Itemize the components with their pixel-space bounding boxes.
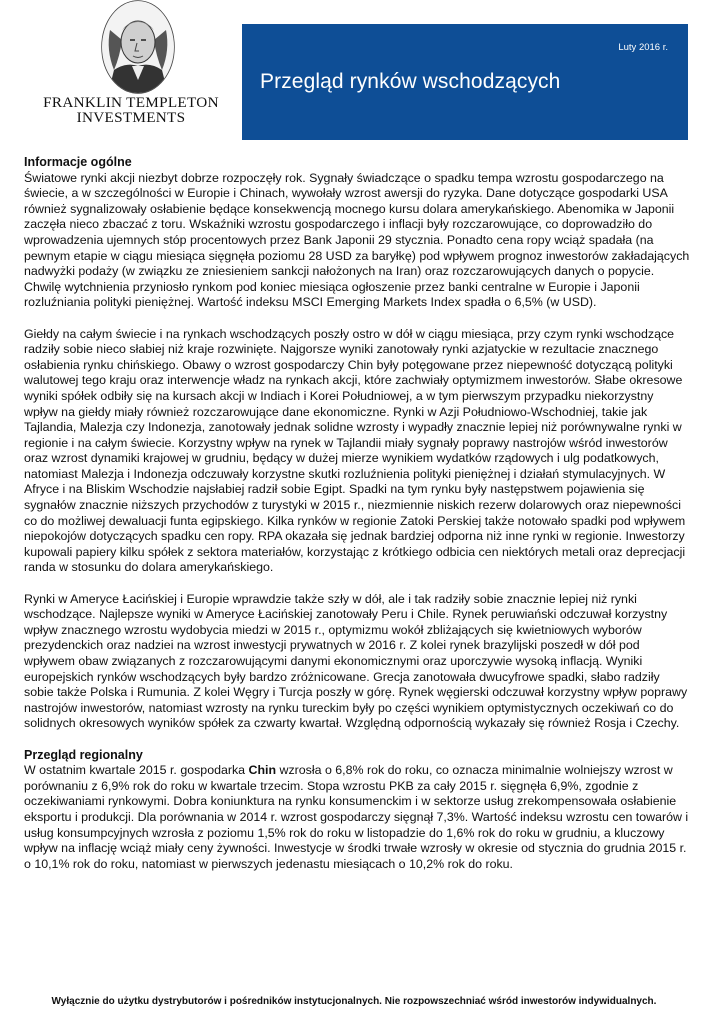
paragraph-general-1: Światowe rynki akcji niezbyt dobrze rozpoczęły rok. Sygnały świadczące o spadku tempa wzrostu gospodarczego na świecie, a w szczególności w Europie i Chinach, wywołały wzrost awersji do ryzyka. Dane dotyczące gospodarki USA również sygnalizowały osłabienie będące konsekwencją mocnego kursu dolara amerykańskiego. Abenomika w Japonii zaczęła nieco zbaczać z toru. Wskaźniki wzrostu gospodarczego i inflacji były rozczarowujące, co doprowadziło do wprowadzenia ujemnych stóp procentowych przez Bank Japonii 29 stycznia. Ponadto cena ropy wciąż spadała (na pewnym etapie w ciągu miesiąca sięgnęła poziomu 28 USD za baryłkę) pod wpływem prognoz inwestorów zakładających nadwyżki podaży (w związku ze zniesieniem sankcji nałożonych na Iran) oraz rozczarowujących danych o popycie. Chwilę wytchnienia przyniosło rynkom pod koniec miesiąca ogłoszenie przez banki centralne w Europie i Japonii rozluźniania polityki pieniężnej. Wartość indeksu MSCI Emerging Markets Index spadła o 6,5% (w USD). xyxy=(24,170,690,310)
brand-name xyxy=(24,95,238,125)
franklin-portrait-icon xyxy=(100,0,176,94)
report-date: Luty 2016 r. xyxy=(618,42,668,53)
main-content xyxy=(24,155,690,872)
paragraph-regional-text-start: W ostatnim kwartale 2015 r. gospodarka xyxy=(24,763,249,778)
bold-country-name: Chin xyxy=(248,763,277,778)
company-logo xyxy=(24,0,224,140)
section-heading-general: Informacje ogólne xyxy=(24,155,132,169)
header-banner xyxy=(242,24,688,140)
section-heading-regional: Przegląd regionalny xyxy=(24,747,143,762)
paragraph-general-2: Giełdy na całym świecie i na rynkach wschodzących poszły ostro w dół w ciągu miesiąca, przy czym rynki wschodzące radziły sobie nieco słabiej niż kraje rozwinięte. Najgorsze wyniki zanotowały rynki azjatyckie w rezultacie znacznego osłabienia rynku chińskiego. Obawy o wzrost gospodarczy Chin były potęgowane przez niepewność dotyczącą polityki walutowej tego kraju oraz interwencje władz na rynkach akcji, które zachwiały optymizmem inwestorów. Słabe okresowe wyniki spółek odbiły się na kursach akcji w Indiach i Korei Południowej, a w tym pierwszym przypadku niekorzystny wpływ na giełdy miały również rozczarowujące dane ekonomiczne. Rynki w Azji Południowo-Wschodniej, takie jak Tajlandia, Malezja czy Indonezja, zanotowały jednak solidne wzrosty i wypadły znacznie lepiej niż porównywalne rynki w regionie i na całym świecie. Korzystny wpływ na rynek w Tajlandii miały sygnały poprawy nastrojów wśród inwestorów oraz wzrost dynamiki krajowej w grudniu, będący w dużej mierze wynikiem wydatków rządowych i ulg podatkowych, natomiast Malezja i Indonezja odczuwały korzystne skutki rozluźnienia polityki pieniężnej i działań stymulacyjnych. W Afryce i na Bliskim Wschodzie najsłabiej radził sobie Egipt. Spadki na tym rynku były następstwem pojawienia się sygnałów znacznie niższych przychodów z turystyki w 2015 r., niezmiennie niskich rezerw dolarowych oraz niepewności co do możliwej dewaluacji funta egipskiego. Kilka rynków w regionie Zatoki Perskiej także notowało spadki pod wpływem niepokojów dotyczących spadku cen ropy. RPA okazała się jednak bardziej odporna niż inne rynki w regionie. Inwestorzy kupowali papiery kilku spółek z sektora materiałów, korzystając z krótkiego odbicia cen niektórych metali oraz deprecjacji randa w stosunku do dolara amerykańskiego. xyxy=(24,326,686,575)
brand-line-1: FRANKLIN TEMPLETON xyxy=(43,94,219,111)
paragraph-regional-1 xyxy=(24,763,690,872)
footer-disclaimer: Wyłącznie do użytku dystrybutorów i pośredników instytucjonalnych. Nie rozpowszechniać wśród inwestorów indywidualnych. xyxy=(51,996,657,1007)
page-title: Przegląd rynków wschodzących xyxy=(260,70,561,93)
paragraph-regional-text-end: wzrosła o 6,8% rok do roku, co oznacza minimalnie wolniejszy wzrost w porównaniu z 6,9% rok do roku w kwartale trzecim. Stopa wzrostu PKB za cały 2015 r. sięgnęła 6,9%, zgodnie z oczekiwaniami rynkowymi. Dobra koniunktura na rynku konsumenckim i w sektorze usług zrekompensowała osłabienie eksportu i produkcji. Dla porównania w 2014 r. wzrost gospodarczy sięgnął 7,3%. Wartość indeksu wzrostu cen towarów i usług konsumpcyjnych wzrosła z poziomu 1,5% rok do roku w listopadzie do 1,6% rok do roku w grudniu, a kluczowy wpływ na inflację wciąż miały ceny żywności. Inwestycje w środki trwałe wzrosły w okresie od stycznia do grudnia 2015 r. o 10,1% rok do roku, natomiast w pierwszych jedenastu miesiącach o 10,2% rok do roku. xyxy=(24,763,689,871)
paragraph-general-3: Rynki w Ameryce Łacińskiej i Europie wprawdzie także szły w dół, ale i tak radziły sobie znacznie lepiej niż rynki wschodzące. Najlepsze wyniki w Ameryce Łacińskiej zanotowały Peru i Chile. Rynek peruwiański odczuwał korzystny wpływ znacznego wzrostu wydobycia miedzi w 2015 r., optymizmu wokół zbliżających się kwietniowych wyborów prezydenckich oraz nadziei na wzrost inwestycji prywatnych w 2016 r. Z kolei rynek brazylijski poszedł w dół pod wpływem obaw związanych z rozczarowującymi danymi ekonomicznymi oraz uporczywie wysoką inflacją. Wyniki europejskich rynków wschodzących były bardzo zróżnicowane. Grecja zanotowała dwucyfrowe spadki, słabo radziły sobie także Polska i Rumunia. Z kolei Węgry i Turcja poszły w górę. Rynek węgierski odczuwał korzystny wpływ poprawy nastrojów inwestorów, natomiast wzrosty na rynku tureckim były po części wynikiem optymistycznych oczekiwań co do solidnych okresowych wyników spółek za czwarty kwartał. Względną odpornością wykazały się również Rosja i Czechy. xyxy=(24,591,688,731)
brand-line-2: INVESTMENTS xyxy=(76,109,186,126)
